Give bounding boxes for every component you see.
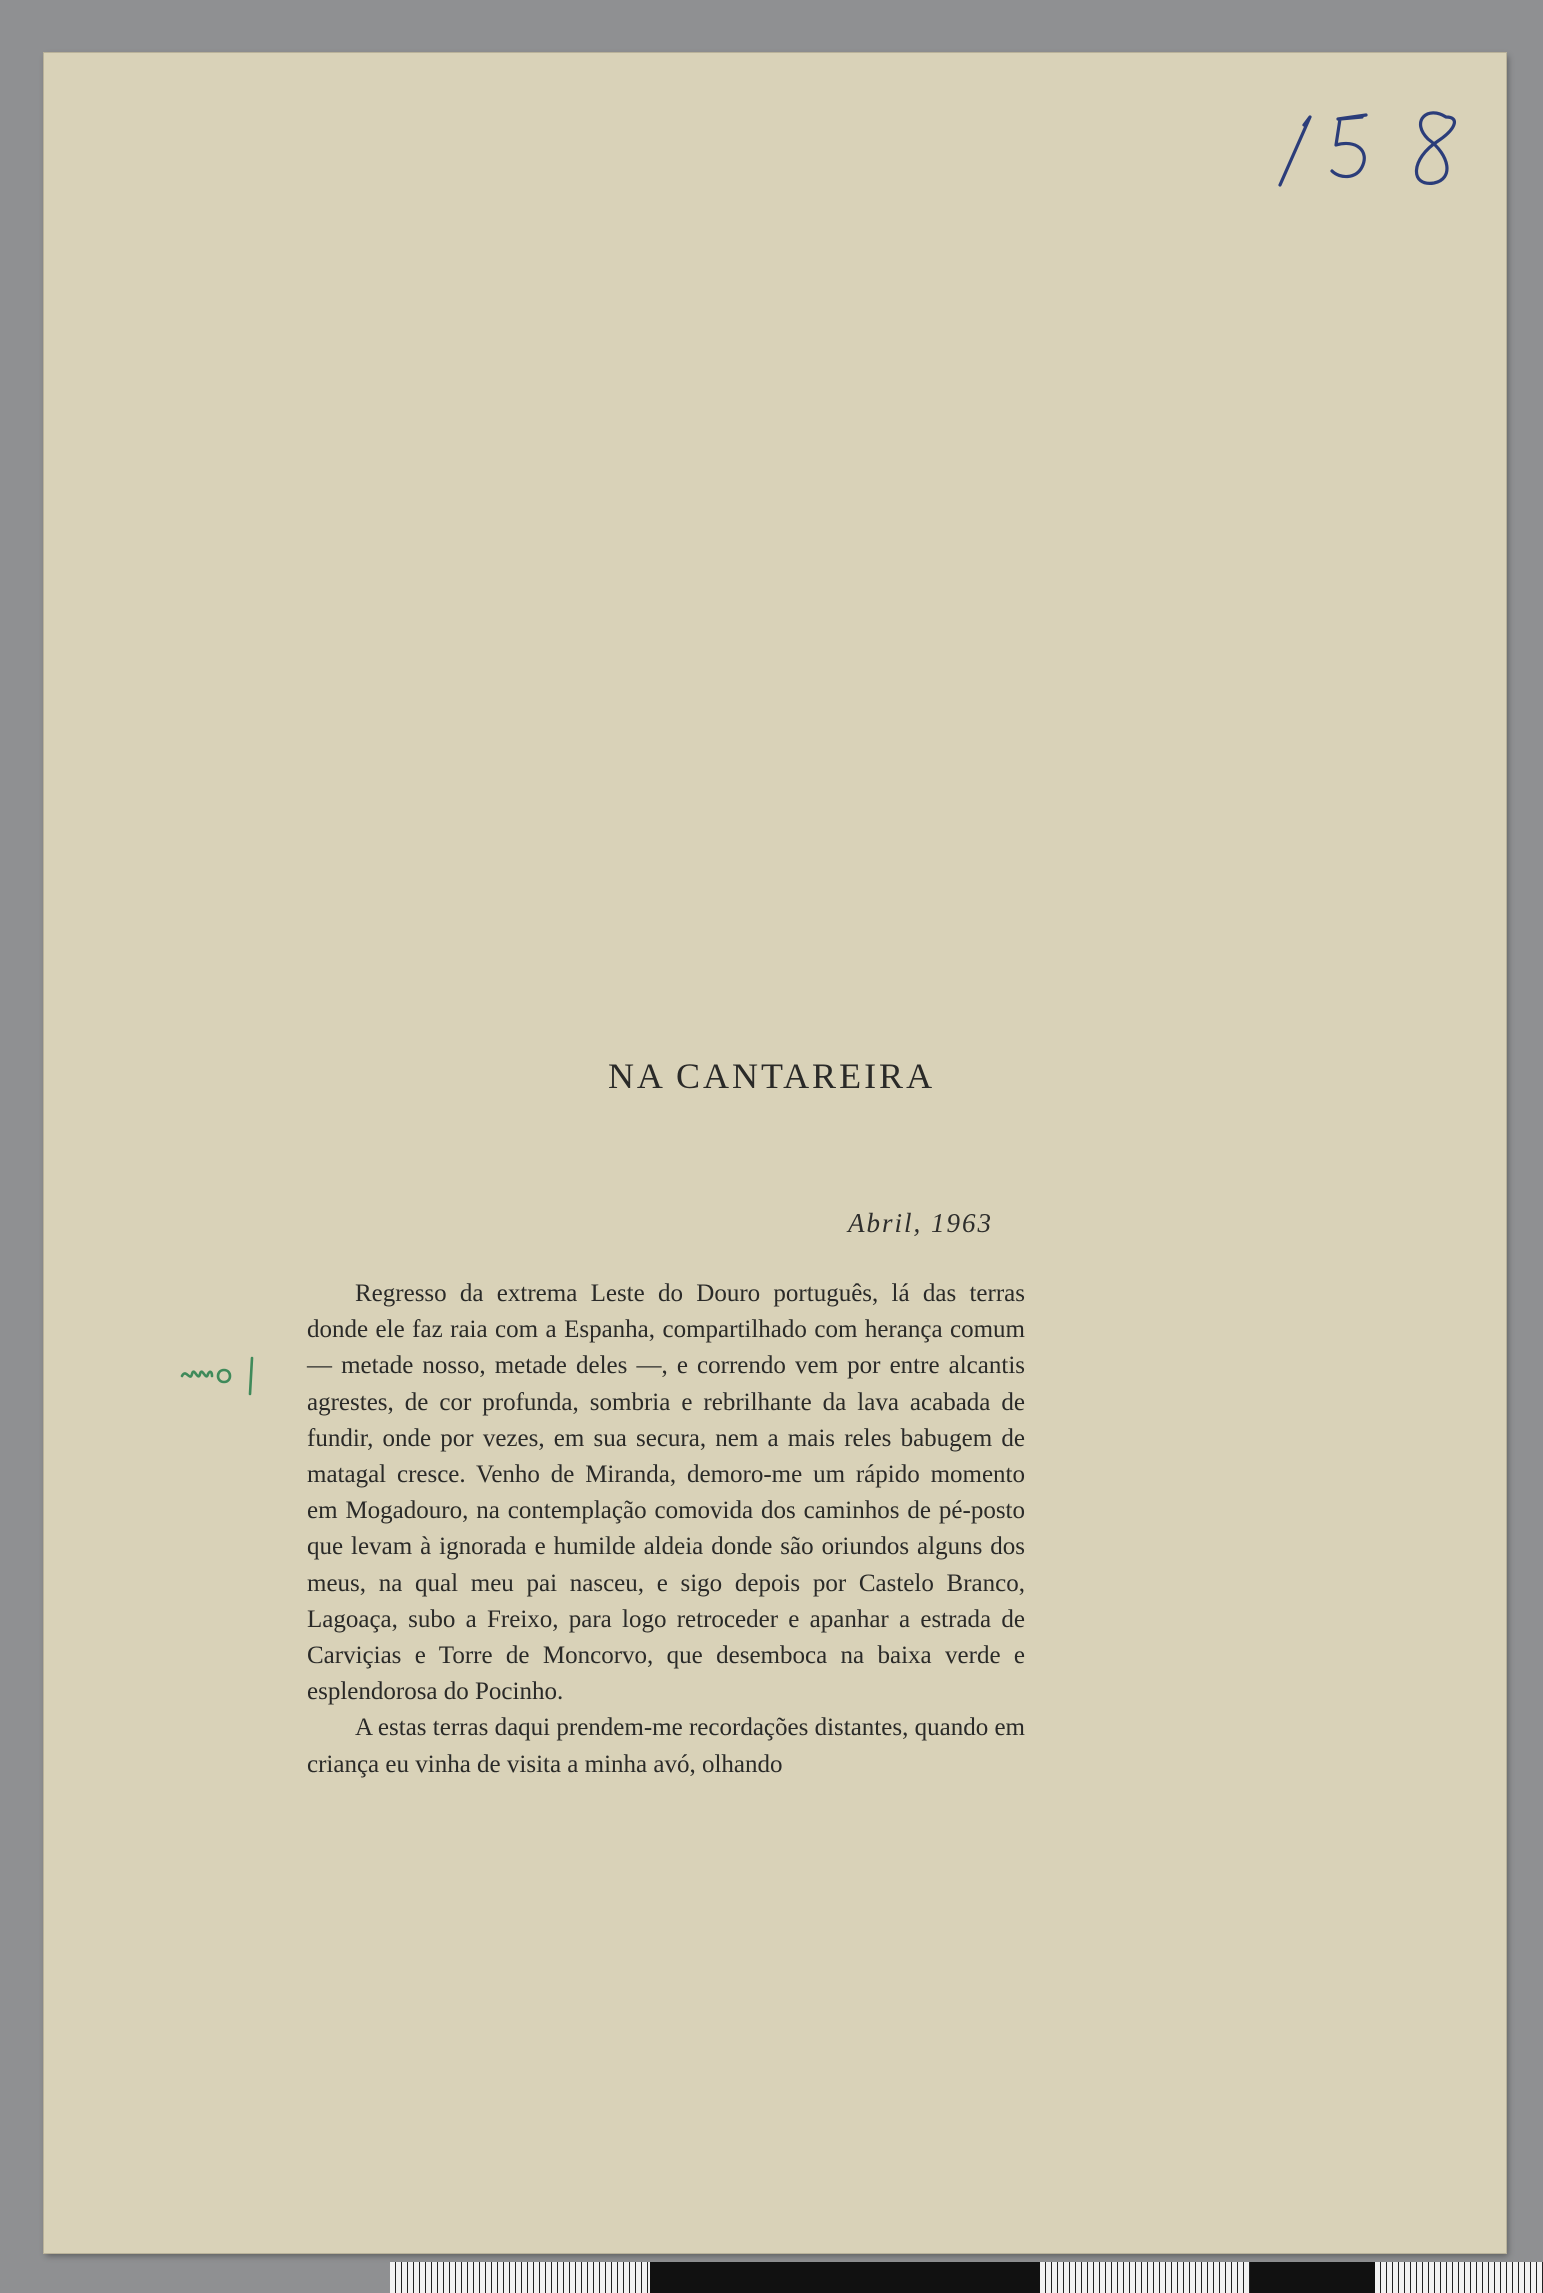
ruler-segment: [1375, 2262, 1543, 2293]
paragraph: Regresso da extrema Leste do Douro português, lá das terras donde ele faz raia com a Espanha, compartilhado com herança comum — metade nosso, metade deles —, e correndo vem por entre alcantis agrestes, de cor profunda, sombria e rebrilhante da lava acabada de fundir, onde por vezes, em sua secura, nem a mais reles babugem de matagal cresce. Venho de Miranda, demoro-me um rápido momento em Mogadouro, na contemplação comovida dos caminhos de pé-posto que levam à ignorada e humilde aldeia donde são oriundos alguns dos meus, na qual meu pai nasceu, e sigo depois por Castelo Branco, Lagoaça, subo a Freixo, para logo retroceder e apanhar a estrada de Carviçias e Torre de Moncorvo, que desemboca na baixa verde e esplendorosa do Pocinho.: [307, 1280, 1025, 1706]
margin-correction-mark: [178, 1352, 268, 1398]
ruler-segment: [390, 2262, 650, 2293]
document-page: [44, 53, 1506, 2253]
body-text: [307, 1276, 1025, 1783]
handwritten-page-number: [1270, 95, 1490, 205]
ruler-segment: [1040, 2262, 1250, 2293]
paragraph: A estas terras daqui prendem-me recordações distantes, quando em criança eu vinha de visita a minha avó, olhando: [307, 1714, 1025, 1778]
margin-annotation-handwriting: [178, 1352, 268, 1398]
page-number-158-handwriting: [1270, 95, 1490, 205]
document-title: NA CANTAREIRA: [607, 1056, 936, 1096]
document-date: Abril, 1963: [848, 1208, 994, 1238]
scale-ruler: [390, 2262, 1543, 2293]
